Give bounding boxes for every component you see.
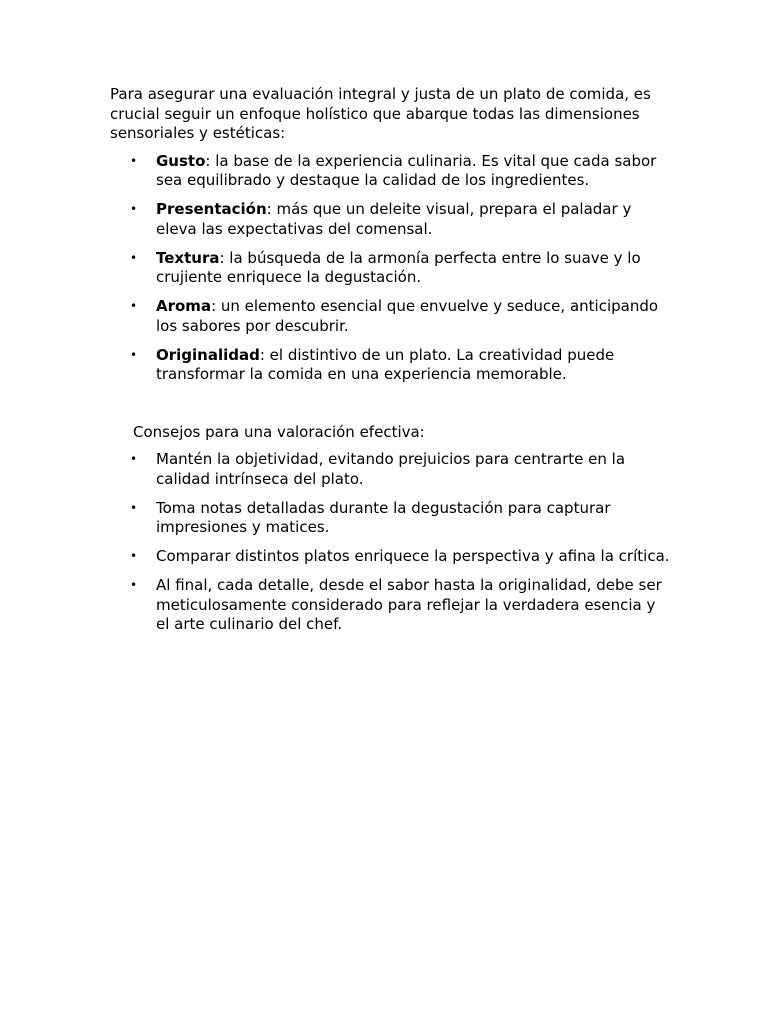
tip-text: Mantén la objetividad, evitando prejuicios para centrarte en la calidad intrínseca del plato. [156,450,626,488]
bullet-icon: • [130,578,138,592]
criteria-term: Gusto [156,151,206,170]
criteria-term: Presentación [156,200,267,218]
tip-item [110,450,670,489]
criteria-description: : la base de la experiencia culinaria. Es vital que cada sabor sea equilibrado y destaque la calidad de los ingredientes. [156,151,657,189]
criteria-term: Textura [156,248,220,267]
bullet-icon: • [130,299,138,313]
criteria-item-aroma [110,297,670,336]
criteria-description: : la búsqueda de la armonía perfecta entre lo suave y lo crujiente enriquece la degustación. [156,248,641,286]
tip-item [110,576,670,635]
intro-paragraph: Para asegurar una evaluación integral y justa de un plato de comida, es crucial seguir un enfoque holístico que abarque todas las dimensiones sensoriales y estéticas: [110,85,651,142]
criteria-description: : el distintivo de un plato. La creatividad puede transformar la comida en una experiencia memorable. [156,345,615,383]
bullet-icon: • [130,347,138,362]
document-page [110,85,670,644]
tip-item [110,499,670,538]
bullet-icon: • [130,452,138,466]
criteria-description: : más que un deleite visual, prepara el paladar y eleva las expectativas del comensal. [156,200,632,238]
bullet-icon: • [130,250,138,265]
criteria-item-presentacion [110,200,670,239]
tip-text: Al final, cada detalle, desde el sabor hasta la originalidad, debe ser meticulosamente considerado para reflejar la verdadera esencia y el arte culinario del chef. [156,576,662,633]
criteria-item-textura [110,249,670,288]
tips-heading: Consejos para una valoración efectiva: [133,422,425,441]
criteria-item-gusto [110,152,670,191]
tips-list [110,450,670,635]
criteria-item-originalidad [110,346,670,385]
bullet-icon: • [130,202,138,216]
criteria-description: : un elemento esencial que envuelve y seduce, anticipando los sabores por descubrir. [156,297,659,335]
criteria-list [110,152,670,385]
tip-item [110,547,670,567]
bullet-icon: • [130,549,138,563]
bullet-icon: • [130,500,138,515]
bullet-icon: • [130,153,138,168]
criteria-term: Aroma [156,297,212,315]
criteria-term: Originalidad [156,345,260,364]
tip-text: Comparar distintos platos enriquece la perspectiva y afina la crítica. [156,547,670,565]
tip-text: Toma notas detalladas durante la degustación para capturar impresiones y matices. [156,498,611,536]
